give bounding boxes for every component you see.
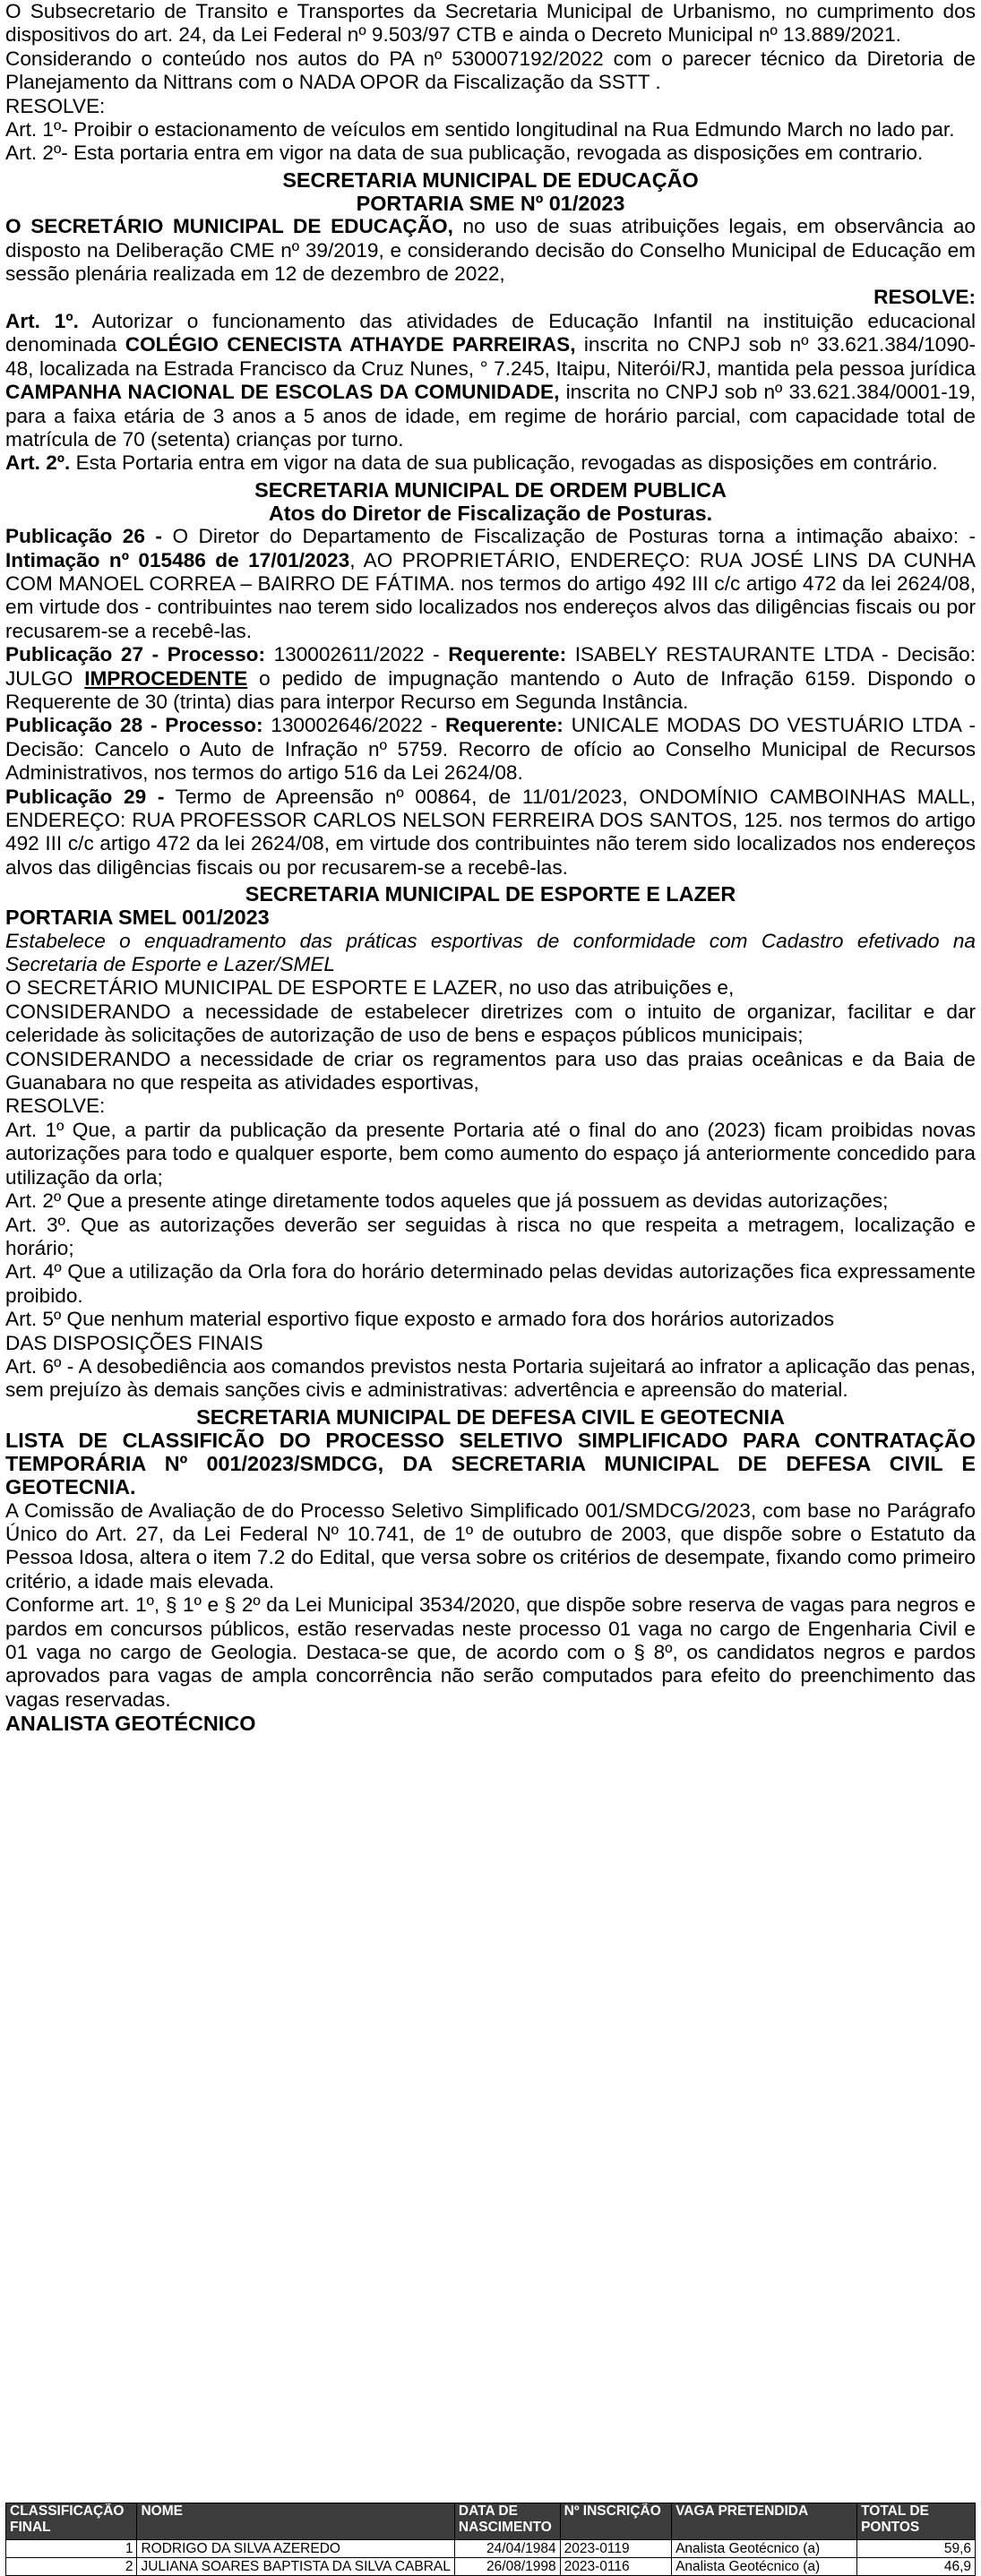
pub27-improcedente: IMPROCEDENTE [84, 666, 248, 690]
sme-art2-label: Art. 2º. [5, 451, 71, 475]
resolve-label: RESOLVE: [5, 94, 106, 117]
column-header-classificacao: CLASSIFICAÇÃO FINAL [6, 2503, 137, 2540]
article-1: Art. 1º- Proibir o estacionamento de veículos em sentido longitudinal na Rua Edmundo March no lado par. [5, 118, 955, 142]
cell-classificacao: 2 [6, 2558, 137, 2576]
sme-secretary: O SECRETÁRIO MUNICIPAL DE EDUCAÇÃO, [5, 215, 453, 238]
cell-classificacao: 1 [6, 2540, 137, 2558]
document-page [5, 0, 976, 1735]
cell-inscricao: 2023-0116 [560, 2558, 671, 2576]
cell-data-nascimento: 24/04/1984 [454, 2540, 560, 2558]
sme-organization-name: CAMPANHA NACIONAL DE ESCOLAS DA COMUNIDADE, [5, 381, 560, 404]
sme-school-name: COLÉGIO CENECISTA ATHAYDE PARREIRAS, [125, 333, 576, 356]
publicacao-26 [5, 525, 976, 643]
table-header-row [6, 2503, 976, 2540]
table-row [6, 2540, 976, 2558]
paragraph-considerando: Considerando o conteúdo nos autos do PA nº 530007192/2022 com o parecer técnico da Diretoria de Planejamento da Nittrans com o NADA OPOR da Fiscalização da SSTT . [5, 47, 976, 94]
portaria-title-smel: PORTARIA SMEL 001/2023 [5, 906, 270, 930]
smel-resolve: RESOLVE: [5, 1095, 106, 1118]
smel-disposicoes-finais: DAS DISPOSIÇÕES FINAIS [5, 1331, 263, 1354]
sme-art2-text: Esta Portaria entra em vigor na data de sua publicação, revogadas as disposições em contrário. [70, 451, 938, 475]
cell-data-nascimento: 26/08/1998 [454, 2558, 560, 2576]
smel-considerando-2: CONSIDERANDO a necessidade de criar os regramentos para uso das praias oceânicas e da Baia de Guanabara no que respeita as atividades esportivas, [5, 1047, 976, 1095]
cell-pontos: 59,6 [857, 2540, 976, 2558]
pub27-requerente-label: Requerente: [448, 643, 567, 666]
smdcg-paragraph-1: A Comissão de Avaliação de do Processo Seletivo Simplificado 001/SMDCG/2023, com base no Parágrafo Único do Art. 27, da Lei Federal Nº 10.741, de 1º de outubro de 2003, que dispõe sobre o Estatuto da Pessoa Idosa, altera o item 7.2 do Edital, que versa sobre os critérios de desempate, fixando como primeiro critério, a idade mais elevada. [5, 1498, 976, 1593]
section-heading-smel: SECRETARIA MUNICIPAL DE ESPORTE E LAZER [245, 882, 736, 906]
table-row [6, 2558, 976, 2576]
sme-art1-label: Art. 1º. [5, 309, 79, 332]
cell-vaga: Analista Geotécnico (a) [672, 2558, 857, 2576]
smel-article-6: Art. 6º - A desobediência aos comandos previstos nesta Portaria sujeitará ao infrator a aplicação das penas, sem prejuízo às demais sanções civis e administrativas: advertência e apreensão do material. [5, 1354, 976, 1402]
sme-art1-text-c: inscrita no CNPJ sob nº 33.621.384/0001-19, para a faixa etária de 3 anos a 5 anos de idade, em regime de horário parcial, com capacidade total de matrícula de 70 (setenta) crianças por turno. [5, 381, 977, 451]
publicacao-29 [5, 786, 976, 880]
article-2: Art. 2º- Esta portaria entra em vigor na data de sua publicação, revogada as disposições em contrario. [5, 142, 924, 165]
pub26-text-a: O Diretor do Departamento de Fiscalização de Posturas torna a intimação abaixo: - [161, 525, 977, 548]
paragraph-intro: O Subsecretario de Transito e Transportes da Secretaria Municipal de Urbanismo, no cumprimento dos dispositivos do art. 24, da Lei Federal nº 9.503/97 CTB e ainda o Decreto Municipal nº 13.889/2021. [5, 0, 976, 47]
column-header-vaga: VAGA PRETENDIDA [672, 2503, 857, 2540]
sme-art1-text-b: inscrita no CNPJ sob nº 33.621.384/1090-48, localizada na Estrada Francisco da Cruz Nunes, ° 7.245, Itaipu, Niterói/RJ, mantida pela pessoa jurídica [5, 333, 976, 380]
smel-preamble: O SECRETÁRIO MUNICIPAL DE ESPORTE E LAZER, no uso das atribuições e, [5, 976, 735, 1000]
classification-table [5, 2503, 976, 2576]
pub29-text: Termo de Apreensão nº 00864, de 11/01/2023, ONDOMÍNIO CAMBOINHAS MALL, ENDEREÇO: RUA PROFESSOR CARLOS NELSON FERREIRA DOS SANTOS, 125. nos termos do artigo 492 III c/c artigo 472 da lei 2624/08, em virtude dos contribuintes não terem sido localizados nos endereços alvos das diligências fiscais ou por recusarem-se a recebê-las. [5, 785, 976, 879]
smel-considerando-1: CONSIDERANDO a necessidade de estabelecer diretrizes com o intuito de organizar, facilitar e dar celeridade às solicitações de autorização de uso de bens e espaços públicos municipais; [5, 1000, 976, 1047]
smdcg-list-title: LISTA DE CLASSIFICÃO DO PROCESSO SELETIVO SIMPLIFICADO PARA CONTRATAÇÃO TEMPORÁRIA Nº 001/2023/SMDCG, DA SECRETARIA MUNICIPAL DE DEFESA CIVIL E GEOTECNIA. [5, 1428, 976, 1499]
sme-article-2 [5, 451, 976, 475]
cell-inscricao: 2023-0119 [560, 2540, 671, 2558]
smel-article-1: Art. 1º Que, a partir da publicação da presente Portaria até o final do ano (2023) ficam proibidas novas autorizações para todo e qualquer esporte, bem como aumento do espaço já anteriormente concedido para utilização da orla; [5, 1118, 976, 1189]
smel-ementa: Estabelece o enquadramento das práticas esportivas de conformidade com Cadastro efetivado na Secretaria de Esporte e Lazer/SMEL [5, 929, 976, 976]
pub28-requerente-label: Requerente: [444, 714, 564, 737]
cell-pontos: 46,9 [857, 2558, 976, 2576]
pub27-text-c: o pedido de impugnação mantendo o Auto de Infração 6159. Dispondo o Requerente de 30 (trinta) dias para interpor Recurso em Segunda Instância. [5, 666, 976, 713]
sme-art1-text-a: Autorizar o funcionamento das atividades de Educação Infantil na instituição educacional denominada [5, 309, 976, 356]
section-heading-sme: SECRETARIA MUNICIPAL DE EDUCAÇÃO [282, 167, 699, 192]
publicacao-28 [5, 714, 976, 785]
pub28-label: Publicação 28 - Processo: [5, 714, 263, 737]
sme-article-1 [5, 310, 976, 451]
smel-article-5: Art. 5º Que nenhum material esportivo fique exposto e armado fora dos horários autorizados [5, 1308, 835, 1331]
pub26-label: Publicação 26 - [5, 525, 162, 548]
pub27-text-b: ISABELY RESTAURANTE LTDA - Decisão: JULGO [5, 643, 977, 690]
sme-preamble-text: no uso de suas atribuições legais, em observância ao disposto na Deliberação CME nº 39/2019, e considerando decisão do Conselho Municipal de Educação em sessão plenária realizada em 12 de dezembro de 2022, [5, 215, 977, 286]
cell-vaga: Analista Geotécnico (a) [672, 2540, 857, 2558]
pub28-text-b: UNICALE MODAS DO VESTUÁRIO LTDA - Decisão: Cancelo o Auto de Infração nº 5759. Recorro de ofício ao Conselho Municipal de Recursos Administrativos, nos termos do artigo 516 da Lei 2624/08. [5, 714, 976, 785]
column-header-inscricao: Nº INSCRIÇÃO [560, 2503, 671, 2540]
smdcg-paragraph-2: Conforme art. 1º, § 1º e § 2º da Lei Municipal 3534/2020, que dispõe sobre reserva de vagas para negros e pardos em concursos públicos, estão reservadas neste processo 01 vaga no cargo de Engenharia Civil e 01 vaga no cargo de Geologia. Destaca-se que, de acordo com o § 8º, os candidatos negros e pardos aprovados para vagas de ampla concorrência não serão computados para efeito do preenchimento das vagas reservadas. [5, 1593, 976, 1711]
column-header-nome: NOME [137, 2503, 454, 2540]
pub27-text-a: 130002611/2022 - [265, 643, 449, 666]
smel-article-4: Art. 4º Que a utilização da Orla fora do horário determinado pelas devidas autorizações fica expressamente proibido. [5, 1260, 976, 1307]
pub27-label: Publicação 27 - Processo: [5, 643, 265, 666]
smel-article-2: Art. 2º Que a presente atinge diretamente todos aqueles que já possuem as devidas autorizações; [5, 1189, 889, 1213]
section-heading-smdcg: SECRETARIA MUNICIPAL DE DEFESA CIVIL E GEOTECNIA [196, 1404, 785, 1429]
pub28-text-a: 130002646/2022 - [262, 714, 445, 737]
publicacao-27 [5, 643, 976, 714]
sme-resolve: RESOLVE: [873, 286, 976, 309]
column-header-data-nascimento: DATA DE NASCIMENTO [454, 2503, 560, 2540]
cell-nome: JULIANA SOARES BAPTISTA DA SILVA CABRAL [137, 2558, 454, 2576]
section-heading-seop: SECRETARIA MUNICIPAL DE ORDEM PUBLICA [254, 477, 727, 502]
sme-preamble [5, 215, 976, 286]
seop-subtitle: Atos do Diretor de Fiscalização de Posturas. [268, 501, 713, 525]
pub29-label: Publicação 29 - [5, 785, 165, 808]
portaria-title-sme: PORTARIA SME Nº 01/2023 [356, 192, 625, 216]
pub26-intimacao: Intimação nº 015486 de 17/01/2023 [5, 548, 350, 571]
smel-article-3: Art. 3º. Que as autorizações deverão ser seguidas à risca no que respeita a metragem, localização e horário; [5, 1213, 976, 1259]
column-header-pontos: TOTAL DE PONTOS [857, 2503, 976, 2540]
smdcg-cargo-title: ANALISTA GEOTÉCNICO [5, 1712, 256, 1736]
pub26-text-b: , AO PROPRIETÁRIO, ENDEREÇO: RUA JOSÉ LINS DA CUNHA COM MANOEL CORREA – BAIRRO DE FÁTIMA. nos termos do artigo 492 III c/c artigo 472 da lei 2624/08, em virtude dos - contribuintes nao terem sido localizados nos endereços alvos das diligências fiscais ou por recusarem-se a recebê-las. [5, 548, 977, 642]
cell-nome: RODRIGO DA SILVA AZEREDO [137, 2540, 454, 2558]
